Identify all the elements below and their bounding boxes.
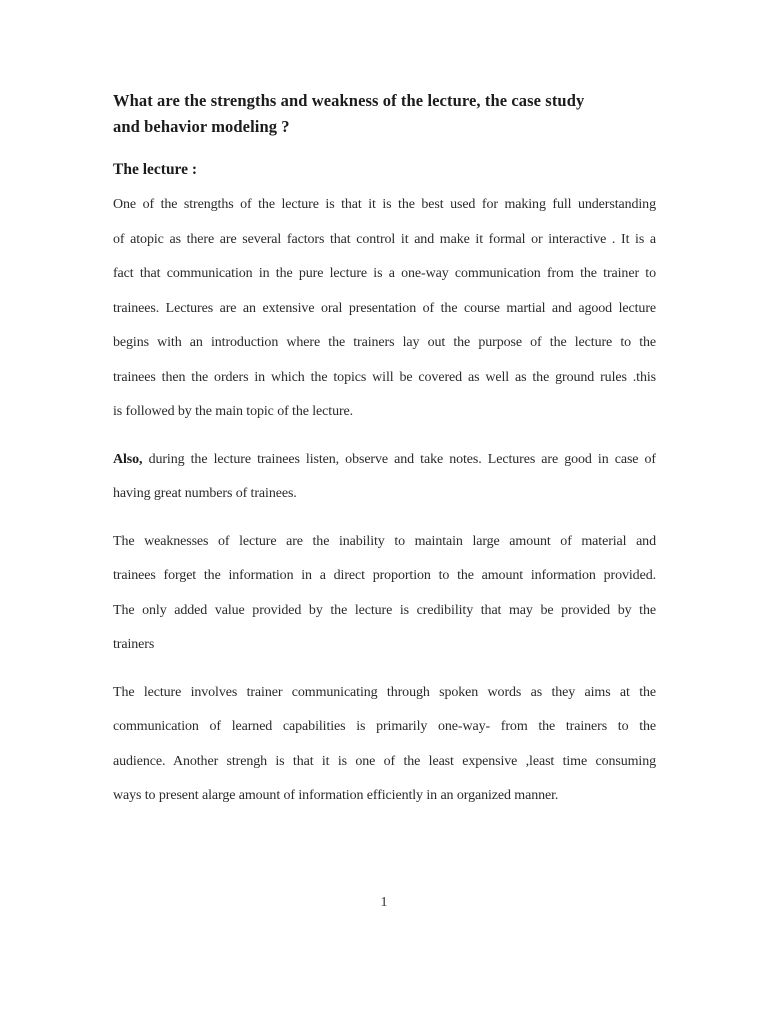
text-line: The lecture involves trainer communicating through spoken words as they aims at the — [113, 684, 656, 700]
text-line: One of the strengths of the lecture is that it is the best used for making full understanding — [113, 197, 656, 212]
document-title — [113, 88, 656, 140]
text-line: Also, during the lecture trainees listen, observe and take notes. Lectures are good in case of — [113, 451, 656, 467]
text-line: of atopic as there are several factors that control it and make it formal or interactive . It is a — [113, 231, 656, 247]
paragraph — [113, 443, 656, 512]
bold-run: Also, — [113, 451, 143, 467]
text-line: trainees then the orders in which the topics will be covered as well as the ground rules .this — [113, 369, 656, 385]
page-number: 1 — [380, 895, 388, 910]
paragraph — [113, 676, 656, 814]
section-heading: The lecture : — [113, 161, 198, 178]
text-line: The only added value provided by the lecture is credibility that may be provided by the — [113, 602, 656, 618]
document-body — [113, 188, 656, 814]
text-line: audience. Another strengh is that it is one of the least expensive ,least time consuming — [113, 753, 656, 769]
paragraph — [113, 525, 656, 663]
paragraph — [113, 188, 656, 430]
text-line: ways to present alarge amount of information efficiently in an organized manner. — [113, 788, 559, 803]
document-content — [113, 88, 656, 814]
text-line: having great numbers of trainees. — [113, 486, 297, 501]
text-line: trainers — [113, 637, 155, 652]
text-line: begins with an introduction where the trainers lay out the purpose of the lecture to the — [113, 335, 656, 350]
text-line: trainees forget the information in a direct proportion to the amount information provided. — [113, 568, 656, 583]
text-line: communication of learned capabilities is primarily one-way- from the trainers to the — [113, 719, 656, 734]
text-line: trainees. Lectures are an extensive oral presentation of the course martial and agood lecture — [113, 300, 656, 316]
title-line: What are the strengths and weakness of the lecture, the case study — [113, 91, 585, 110]
text-line: is followed by the main topic of the lecture. — [113, 404, 354, 419]
text-line: fact that communication in the pure lecture is a one-way communication from the trainer to — [113, 266, 656, 281]
title-line: and behavior modeling ? — [113, 117, 290, 136]
text-line: The weaknesses of lecture are the inability to maintain large amount of material and — [113, 533, 656, 549]
